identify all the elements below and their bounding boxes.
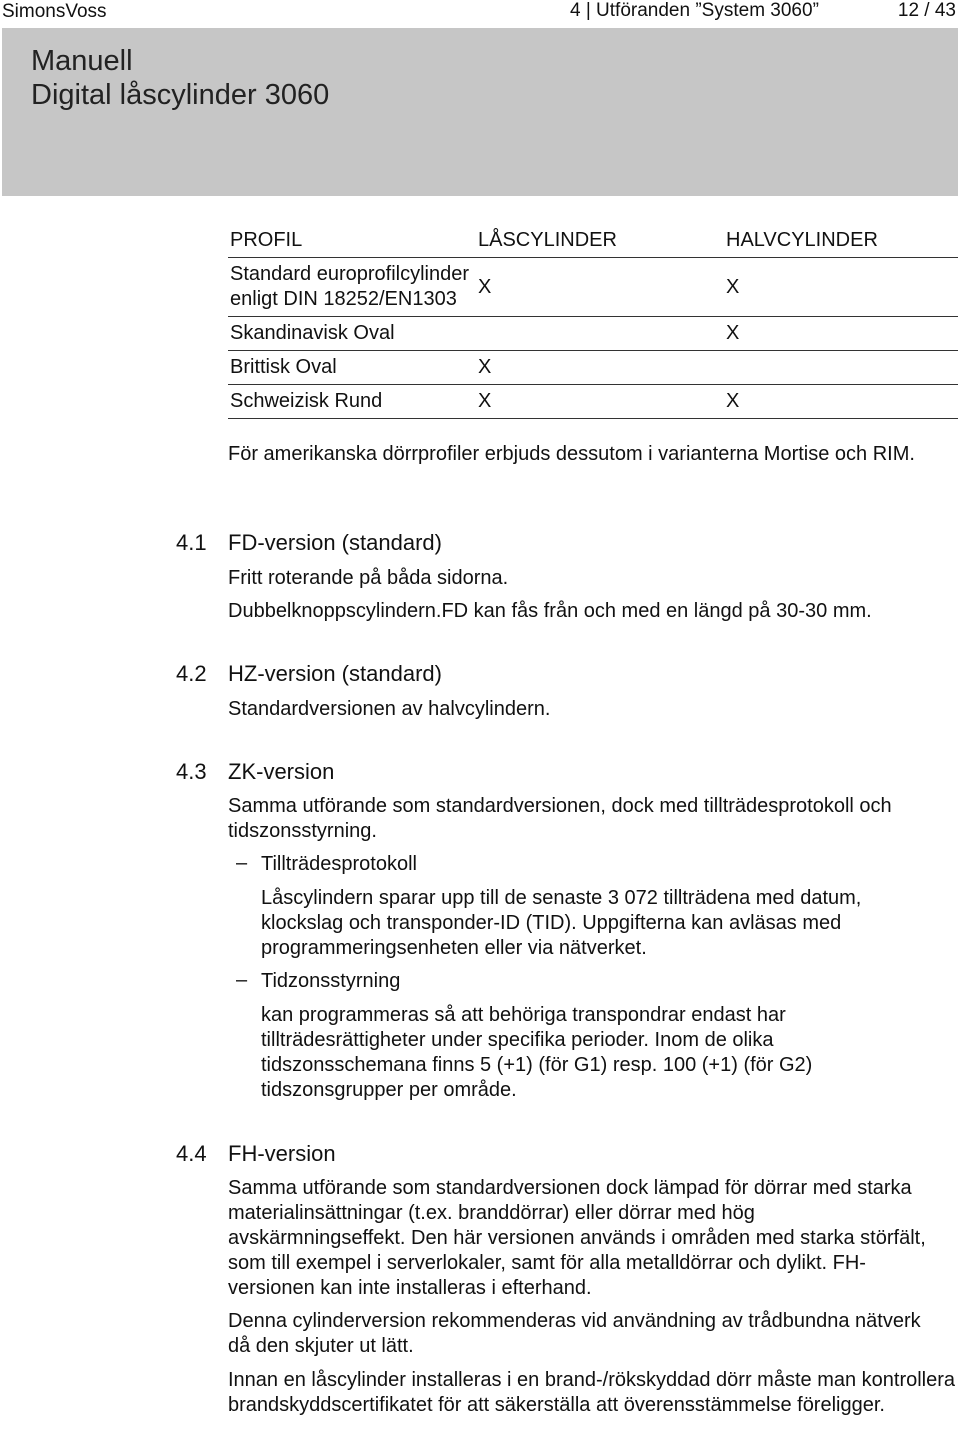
section-4-4-paragraph-1: Samma utförande som standardversionen dock lämpad för dörrar med starka materialinsättningar (t.ex. branddörrar) eller dörrar med hög avskärmningseffekt. Den här versionen används i områden med starka störfält, som till exempel i serverlokaler, samt för alla metalldörrar och dylikt. FH-versionen kan inte installeras i efterhand. xyxy=(228,1177,926,1299)
bullet-text-access-log: Låscylindern sparar upp till de senaste 3 072 tillträdena med datum, klockslag och transponder-ID (TID). Uppgifterna kan avläsas med programmeringsenheten eller via nätverket. xyxy=(261,887,862,959)
table-row xyxy=(228,385,958,419)
column-header-profile: PROFIL xyxy=(228,226,476,258)
section-title: FD-version (standard) xyxy=(228,530,442,555)
half-cylinder-cell: X xyxy=(724,317,958,351)
table-row xyxy=(228,317,958,351)
column-header-lock-cylinder: LÅSCYLINDER xyxy=(476,226,724,258)
lock-cylinder-cell: X xyxy=(476,351,724,385)
section-title: HZ-version (standard) xyxy=(228,661,442,686)
profile-cell: Skandinavisk Oval xyxy=(228,317,476,351)
profiles-table xyxy=(228,226,958,419)
lock-cylinder-cell: X xyxy=(476,258,724,317)
half-cylinder-cell: X xyxy=(724,258,958,317)
bullet-title-time-zone: Tidzonsstyrning xyxy=(261,970,401,992)
lock-cylinder-cell xyxy=(476,317,724,351)
bullet-dash: – xyxy=(236,969,248,991)
lock-cylinder-cell: X xyxy=(476,385,724,419)
page-number: 12 / 43 xyxy=(897,0,956,21)
document-title-line-1: Manuell xyxy=(31,45,133,77)
section-4-4-paragraph-2: Denna cylinderversion rekommenderas vid användning av trådbundna nätverk då den skjuter ut lätt. xyxy=(228,1310,921,1357)
profile-cell: Standard europrofilcylinder enligt DIN 18252/EN1303 xyxy=(228,258,476,317)
section-4-1-paragraph-2: Dubbelknoppscylindern.FD kan fås från och med en längd på 30-30 mm. xyxy=(228,600,872,622)
bullet-title-access-log: Tillträdesprotokoll xyxy=(261,853,417,875)
profile-cell: Brittisk Oval xyxy=(228,351,476,385)
section-4-4-paragraph-3: Innan en låscylinder installeras i en brand-/rökskyddad dörr måste man kontrollera brandskyddscertifikatet för att säkerställa att överensstämmelse föreligger. xyxy=(228,1369,956,1416)
profile-cell: Schweizisk Rund xyxy=(228,385,476,419)
section-title: FH-version xyxy=(228,1141,336,1166)
section-title: ZK-version xyxy=(228,759,335,784)
american-profiles-note: För amerikanska dörrprofiler erbjuds dessutom i varianterna Mortise och RIM. xyxy=(228,443,915,465)
bullet-text-time-zone: kan programmeras så att behöriga transpondrar endast har tillträdesrättigheter under specifika perioder. Inom de olika tidszonsschemana finns 5 (+1) (för G1) resp. 100 (+1) (för G2) tidszonsgrupper per område. xyxy=(261,1004,813,1101)
section-number: 4.2 xyxy=(176,661,207,686)
table-header-row xyxy=(228,226,958,258)
table-row xyxy=(228,351,958,385)
page-header xyxy=(0,0,960,24)
document-title xyxy=(31,44,329,112)
section-number: 4.3 xyxy=(176,759,207,784)
half-cylinder-cell xyxy=(724,351,958,385)
section-4-3-paragraph-1: Samma utförande som standardversionen, dock med tillträdesprotokoll och tidszonsstyrning. xyxy=(228,795,892,842)
document-title-line-2: Digital låscylinder 3060 xyxy=(31,79,330,111)
section-4-1-paragraph-1: Fritt roterande på båda sidorna. xyxy=(228,567,509,589)
section-number: 4.1 xyxy=(176,530,207,555)
table-row xyxy=(228,258,958,317)
section-4-2-paragraph-1: Standardversionen av halvcylindern. xyxy=(228,698,551,720)
title-banner xyxy=(2,28,958,196)
section-number: 4.4 xyxy=(176,1141,207,1166)
brand-name: SimonsVoss xyxy=(2,1,107,22)
section-indicator: 4 | Utföranden ”System 3060” xyxy=(570,0,819,21)
half-cylinder-cell: X xyxy=(724,385,958,419)
column-header-half-cylinder: HALVCYLINDER xyxy=(724,226,958,258)
bullet-dash: – xyxy=(236,852,248,874)
